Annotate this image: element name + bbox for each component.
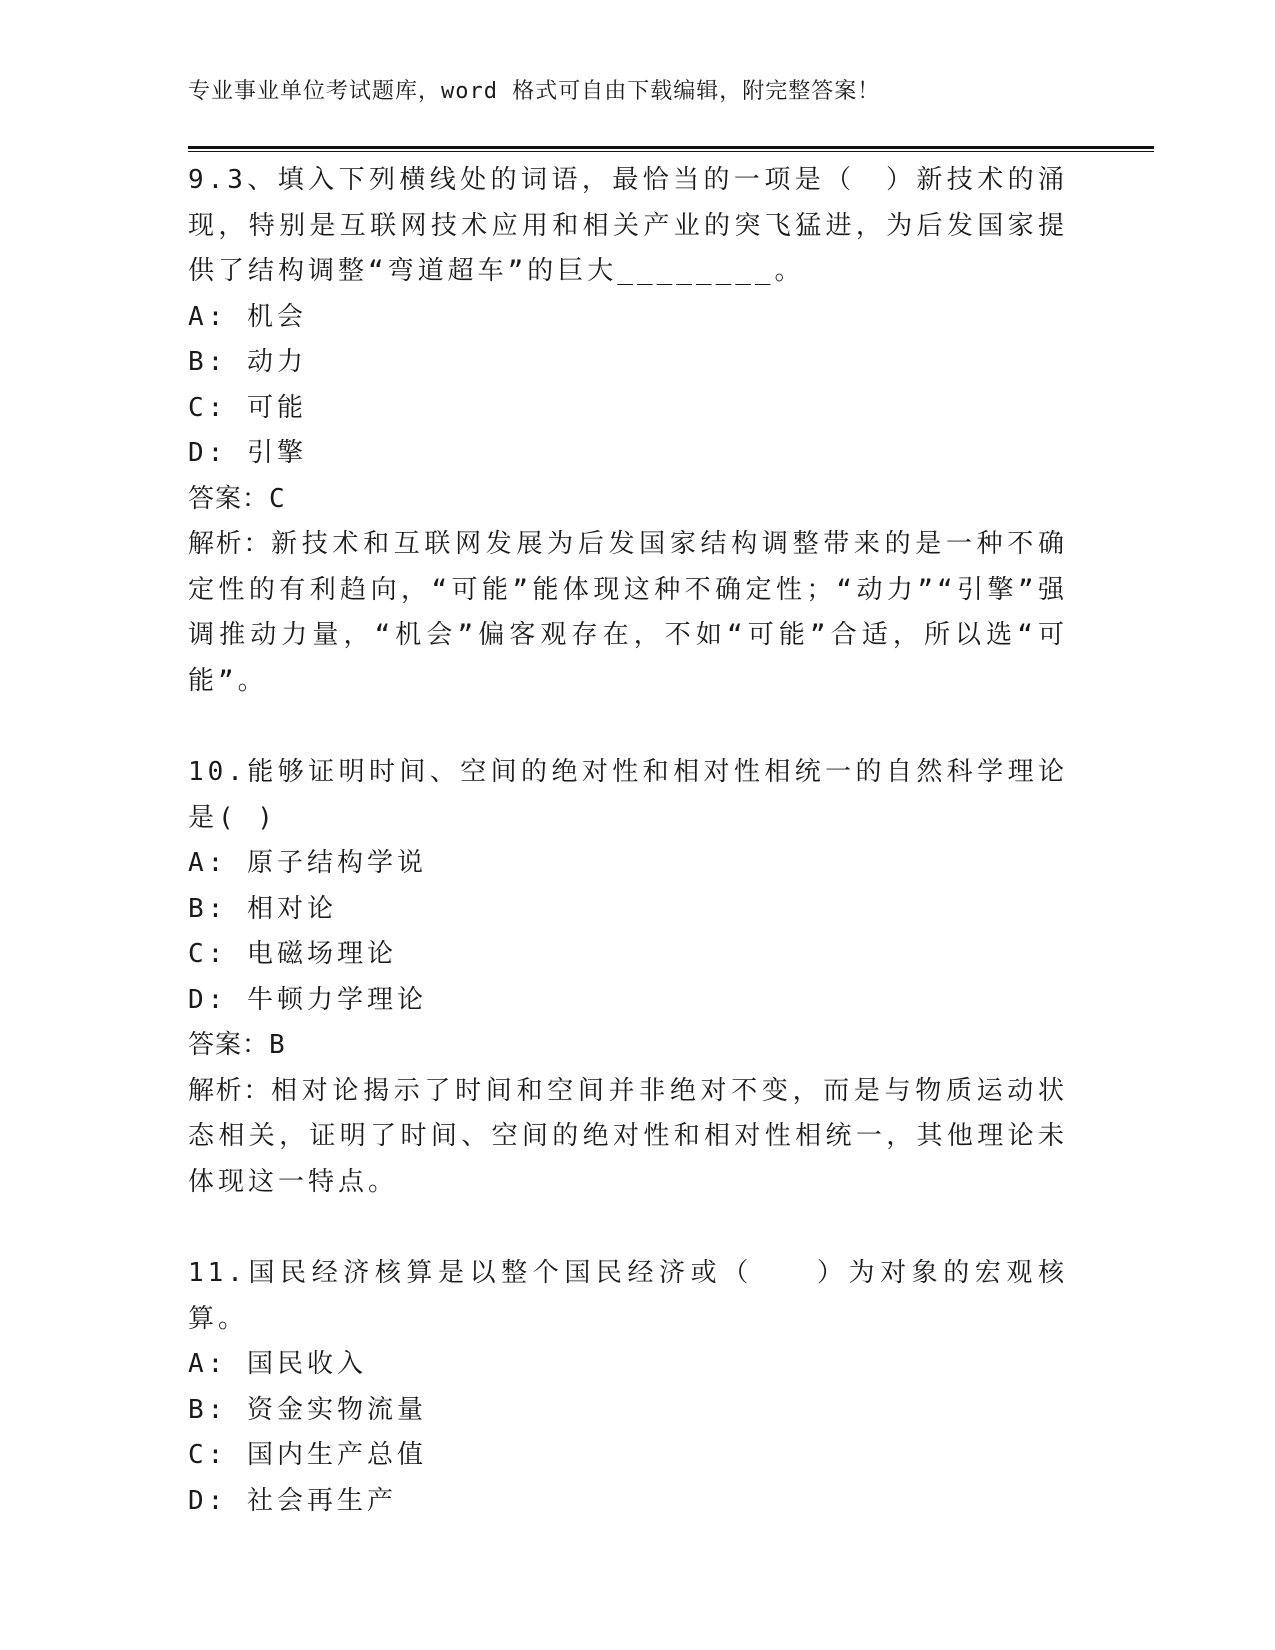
question-9 <box>188 158 1068 704</box>
option-letter: C: <box>188 392 228 423</box>
option-text: 牛顿力学理论 <box>246 984 427 1015</box>
question-list <box>188 158 1068 1524</box>
option-text: 电磁场理论 <box>246 939 397 969</box>
analysis-label: 解析： <box>188 529 272 559</box>
option-text: 动力 <box>246 347 307 377</box>
option-d <box>188 431 1068 477</box>
option-text: 国内生产总值 <box>246 1440 427 1470</box>
option-letter: D: <box>188 984 228 1015</box>
analysis-paragraph <box>188 1069 1068 1206</box>
option-letter: B: <box>188 1394 228 1425</box>
answer-label: 答案： <box>188 1030 270 1060</box>
question-spacer <box>188 704 1068 750</box>
option-text: 资金实物流量 <box>246 1394 427 1425</box>
header-divider-thick <box>188 146 1154 149</box>
option-letter: C: <box>188 1440 228 1470</box>
question-text: 11.国民经济核算是以整个国民经济或（ ）为对象的宏观核算。 <box>188 1258 1068 1334</box>
option-d <box>188 978 1068 1024</box>
question-text: 9.3、填入下列横线处的词语，最恰当的一项是（ ）新技术的涌现，特别是互联网技术应用和相关产业的突飞猛进，为后发国家提供了结构调整“弯道超车”的巨大________。 <box>188 165 1068 286</box>
analysis-text: 相对论揭示了时间和空间并非绝对不变，而是与物质运动状态相关，证明了时间、空间的绝对性和相对性相统一，其他理论未体现这一特点。 <box>188 1075 1068 1197</box>
option-text: 相对论 <box>246 893 337 924</box>
answer-line <box>188 477 1068 523</box>
option-text: 可能 <box>246 392 307 423</box>
question-10 <box>188 750 1068 1205</box>
option-c <box>188 386 1068 432</box>
analysis-label: 解析： <box>188 1075 272 1106</box>
option-text: 原子结构学说 <box>246 848 427 878</box>
answer-label: 答案： <box>188 483 270 514</box>
option-text: 机会 <box>246 301 307 332</box>
analysis-paragraph <box>188 522 1068 704</box>
option-letter: A: <box>188 1349 228 1379</box>
option-b <box>188 887 1068 933</box>
option-letter: D: <box>188 1485 228 1516</box>
answer-value: B <box>269 1030 289 1060</box>
option-letter: C: <box>188 939 228 969</box>
option-text: 国民收入 <box>246 1349 367 1379</box>
option-letter: B: <box>188 893 228 924</box>
option-text: 引擎 <box>246 438 307 468</box>
page-header-note: 专业事业单位考试题库，word 格式可自由下载编辑，附完整答案！ <box>188 79 881 104</box>
option-letter: A: <box>188 848 228 878</box>
option-letter: A: <box>188 301 228 332</box>
option-b <box>188 340 1068 386</box>
question-11 <box>188 1251 1068 1524</box>
option-letter: D: <box>188 438 228 468</box>
option-a <box>188 841 1068 887</box>
question-text: 10.能够证明时间、空间的绝对性和相对性相统一的自然科学理论是( ) <box>188 757 1068 833</box>
option-letter: B: <box>188 347 228 377</box>
header-divider-thin <box>188 151 1154 152</box>
option-text: 社会再生产 <box>246 1485 397 1516</box>
option-d <box>188 1479 1068 1525</box>
analysis-text: 新技术和互联网发展为后发国家结构调整带来的是一种不确定性的有利趋向，“可能”能体现这种不确定性；“动力”“引擎”强调推动力量，“机会”偏客观存在，不如“可能”合适，所以选“可能”。 <box>188 529 1068 696</box>
answer-value: C <box>269 483 289 514</box>
option-b <box>188 1388 1068 1434</box>
option-c <box>188 1433 1068 1479</box>
option-a <box>188 295 1068 341</box>
option-a <box>188 1342 1068 1388</box>
option-c <box>188 932 1068 978</box>
answer-line <box>188 1023 1068 1069</box>
question-spacer <box>188 1205 1068 1251</box>
